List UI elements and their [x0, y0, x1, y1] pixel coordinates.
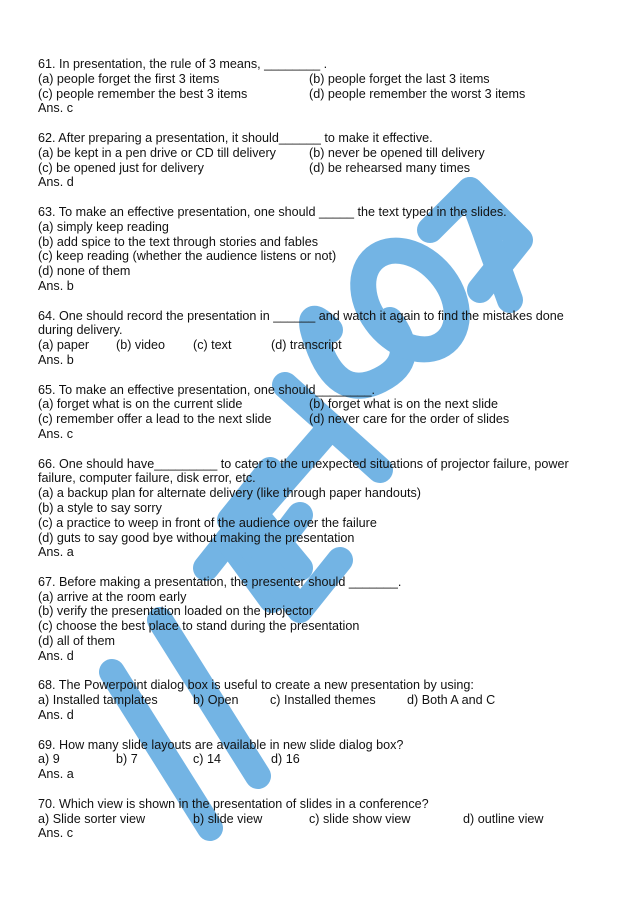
option-c: (c) keep reading (whether the audience listens or not)	[38, 249, 337, 264]
option-c: c) Installed themes	[270, 693, 376, 708]
option-b: (b) forget what is on the next slide	[309, 397, 499, 412]
option-c: c) slide show view	[309, 811, 411, 826]
question-stem: 70. Which view is shown in the presentation of slides in a conference?	[38, 796, 429, 811]
question-64	[38, 309, 598, 368]
answer: Ans. a	[38, 767, 74, 782]
option-a: (a) people forget the first 3 items	[38, 71, 220, 86]
answer: Ans. b	[38, 278, 74, 293]
option-d: (d) transcript	[271, 338, 342, 353]
option-a: a) 9	[38, 752, 60, 767]
question-stem: 65. To make an effective presentation, one should________.	[38, 382, 376, 397]
option-d: d) Both A and C	[407, 693, 496, 708]
question-61	[38, 57, 598, 116]
option-c: (c) people remember the best 3 items	[38, 86, 248, 101]
option-a: (a) a backup plan for alternate delivery (like through paper handouts)	[38, 486, 421, 501]
question-62	[38, 131, 598, 190]
answer: Ans. c	[38, 101, 73, 116]
option-b: (b) a style to say sorry	[38, 500, 162, 515]
question-65	[38, 383, 598, 442]
option-a: (a) be kept in a pen drive or CD till delivery	[38, 145, 276, 160]
option-a: (a) arrive at the room early	[38, 589, 187, 604]
option-d: d) 16	[271, 752, 300, 767]
option-a: (a) simply keep reading	[38, 219, 169, 234]
question-63	[38, 205, 598, 294]
answer: Ans. c	[38, 826, 73, 841]
answer: Ans. d	[38, 175, 74, 190]
option-a: (a) forget what is on the current slide	[38, 397, 243, 412]
question-stem: 61. In presentation, the rule of 3 means, ________ .	[38, 57, 328, 71]
option-b: b) Open	[193, 693, 239, 708]
option-c: (c) text	[193, 338, 232, 353]
answer: Ans. d	[38, 648, 74, 663]
option-b: b) 7	[116, 752, 138, 767]
option-c: (c) choose the best place to stand during the presentation	[38, 619, 360, 634]
option-d: (d) all of them	[38, 634, 115, 649]
answer: Ans. b	[38, 352, 74, 367]
option-b: (b) never be opened till delivery	[309, 145, 485, 160]
option-b: (b) people forget the last 3 items	[309, 71, 490, 86]
question-stem: 66. One should have_________ to cater to the unexpected situations of projector failure, power failure, computer failure, disk error, etc.	[38, 456, 569, 486]
option-b: (b) add spice to the text through stories and fables	[38, 234, 319, 249]
option-d: (d) people remember the worst 3 items	[309, 86, 526, 101]
option-d: (d) never care for the order of slides	[309, 412, 510, 427]
question-69	[38, 738, 598, 782]
option-d: d) outline view	[463, 811, 544, 826]
question-70	[38, 797, 598, 841]
option-a: a) Slide sorter view	[38, 811, 146, 826]
question-68	[38, 678, 598, 722]
question-stem: 69. How many slide layouts are available in new slide dialog box?	[38, 737, 404, 752]
question-67	[38, 575, 598, 664]
answer: Ans. d	[38, 708, 74, 723]
option-c: c) 14	[193, 752, 221, 767]
option-d: (d) none of them	[38, 264, 131, 279]
option-d: (d) guts to say good bye without making the presentation	[38, 530, 355, 545]
option-b: b) slide view	[193, 811, 263, 826]
question-stem: 62. After preparing a presentation, it should______ to make it effective.	[38, 130, 433, 145]
option-b: (b) video	[116, 338, 165, 353]
option-d: (d) be rehearsed many times	[309, 160, 470, 175]
option-a: (a) paper	[38, 338, 90, 353]
question-stem: 68. The Powerpoint dialog box is useful to create a new presentation by using:	[38, 678, 474, 693]
question-66	[38, 457, 598, 561]
answer: Ans. c	[38, 426, 73, 441]
question-stem: 67. Before making a presentation, the presenter should _______.	[38, 574, 402, 589]
option-c: (c) a practice to weep in front of the audience over the failure	[38, 515, 377, 530]
option-b: (b) verify the presentation loaded on the projector	[38, 604, 314, 619]
question-stem: 63. To make an effective presentation, one should _____ the text typed in the slides.	[38, 204, 507, 219]
question-list	[38, 57, 598, 856]
question-stem: 64. One should record the presentation in ______ and watch it again to find the mistakes done during delivery.	[38, 308, 564, 338]
option-c: (c) be opened just for delivery	[38, 160, 204, 175]
answer: Ans. a	[38, 545, 74, 560]
option-a: a) Installed tamplates	[38, 693, 158, 708]
option-c: (c) remember offer a lead to the next slide	[38, 412, 272, 427]
